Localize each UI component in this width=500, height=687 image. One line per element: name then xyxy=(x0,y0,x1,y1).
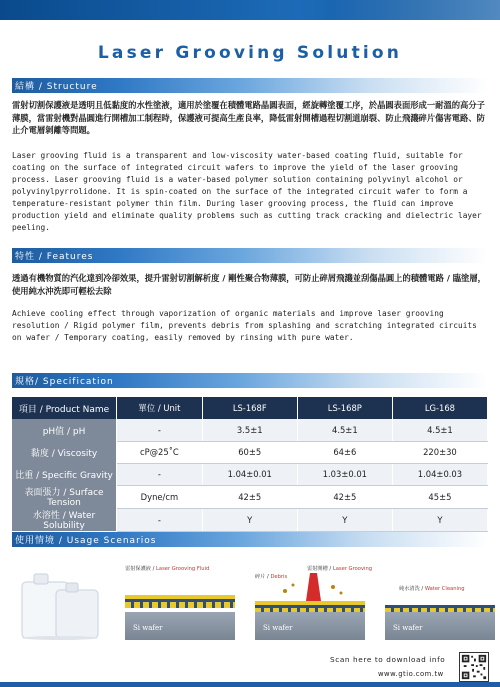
table-cell: 64±6 xyxy=(297,441,392,463)
section-header-specification xyxy=(12,373,488,388)
section-header-features xyxy=(12,248,488,263)
diagram-coating xyxy=(125,565,235,640)
row-header: 黏度 / Viscosity xyxy=(12,441,117,463)
structure-text-zh: 雷射切割保護液是透明且低黏度的水性塗液，適用於塗覆在積體電路晶圓表面，經旋轉塗覆工序，於晶圓表面形成一耐溫的高分子薄膜，當雷射機對晶圓進行開槽加工制程時，保護液可提高生產良率，降低雷射開槽過程切割道崩裂、防止飛濺碎片傷害電路、防止介電層剝離等問題。 xyxy=(12,100,485,136)
table-cell: 3.5±1 xyxy=(202,419,297,441)
section-header-structure xyxy=(12,78,488,93)
circuit-pattern xyxy=(125,602,235,608)
features-text-zh: 透過有機物質的汽化達到冷卻效果，提升雷射切割解析度 / 剛性聚合物薄膜，可防止碎屑飛濺並刮傷晶圓上的積體電路 / 臨塗層，使用純水沖洗即可輕松去除 xyxy=(12,273,486,296)
table-row xyxy=(12,463,488,485)
table-row xyxy=(12,441,488,463)
qr-code-icon[interactable] xyxy=(459,652,489,682)
row-header: 比重 / Specific Gravity xyxy=(12,463,117,485)
section-label: 結構 / Structure xyxy=(15,82,98,92)
table-header: LG-168 xyxy=(392,397,487,419)
table-cell: Y xyxy=(392,508,487,531)
table-header: LS-168F xyxy=(202,397,297,419)
section-label: 使用情境 / Usage Scenarios xyxy=(15,536,157,546)
diagram-label: 純水清洗 / Water Cleaning xyxy=(399,586,465,592)
table-cell: - xyxy=(117,419,203,441)
website-url[interactable]: www.gtio.com.tw xyxy=(378,670,444,678)
diagram-label: 雷射開槽 / Laser Grooving xyxy=(307,566,373,572)
structure-text-en: Laser grooving fluid is a transparent and low-viscosity water-based coating fluid, suitable for coating on the surface of integrated circuit wafers to improve the yield of the laser grooving process. Laser grooving fluid is a water-based polymer solution containing polyvinyl alcohol or polyvinylpyrrolidone. It is spin-coated on the surface of the integrated circuit wafer to form a temperature-resistant polymer thin film. During laser grooving process, the fluid can improve production yield and eliminate quality problems such as cutting track cracking and dielectric layer peeling. xyxy=(12,151,482,232)
table-cell: Dyne/cm xyxy=(117,485,203,508)
table-cell: 45±5 xyxy=(392,485,487,508)
section-header-usage xyxy=(12,532,488,547)
table-row xyxy=(12,485,488,508)
table-cell: cP@25˚C xyxy=(117,441,203,463)
table-header: 項目 / Product Name xyxy=(12,397,117,419)
section-label: 規格/ Specification xyxy=(15,377,114,387)
download-prompt: Scan here to download info xyxy=(330,655,446,664)
table-header: 單位 / Unit xyxy=(117,397,203,419)
spec-table xyxy=(12,397,488,532)
table-header-row xyxy=(12,397,488,419)
row-header: pH值 / pH xyxy=(12,419,117,441)
table-cell: 1.03±0.01 xyxy=(297,463,392,485)
table-cell: - xyxy=(117,463,203,485)
wafer: Si wafer xyxy=(385,612,495,640)
section-label: 特性 / Features xyxy=(15,252,94,262)
diagram-grooving xyxy=(255,565,373,640)
table-header: LS-168P xyxy=(297,397,392,419)
row-header: 水溶性 / Water Solubility xyxy=(12,508,117,531)
table-cell: 42±5 xyxy=(297,485,392,508)
footer-bar xyxy=(0,682,500,687)
wafer: Si wafer xyxy=(255,612,365,640)
diagram-label: 雷射保護液 / Laser Grooving Fluid xyxy=(125,566,210,572)
table-cell: 4.5±1 xyxy=(392,419,487,441)
table-row xyxy=(12,419,488,441)
diagram-cleaning xyxy=(385,565,495,640)
table-cell: 4.5±1 xyxy=(297,419,392,441)
page-title: Laser Grooving Solution xyxy=(97,43,403,63)
table-cell: 1.04±0.01 xyxy=(202,463,297,485)
table-row xyxy=(12,508,488,531)
table-cell: 60±5 xyxy=(202,441,297,463)
product-bottles-image xyxy=(20,570,100,640)
wafer: Si wafer xyxy=(125,612,235,640)
table-cell: 220±30 xyxy=(392,441,487,463)
features-text-en: Achieve cooling effect through vaporization of organic materials and improve laser grooving resolution / Rigid polymer film, prevents debris from splashing and scratching integrated circuits on wafer / Temporary coating, easily removed by rinsing with pure water. xyxy=(12,309,477,342)
table-cell: - xyxy=(117,508,203,531)
row-header: 表面張力 / Surface Tension xyxy=(12,485,117,508)
table-cell: Y xyxy=(297,508,392,531)
table-cell: 1.04±0.03 xyxy=(392,463,487,485)
table-cell: Y xyxy=(202,508,297,531)
diagram-label: 碎片 / Debris xyxy=(255,574,288,580)
top-banner xyxy=(0,0,500,20)
table-cell: 42±5 xyxy=(202,485,297,508)
